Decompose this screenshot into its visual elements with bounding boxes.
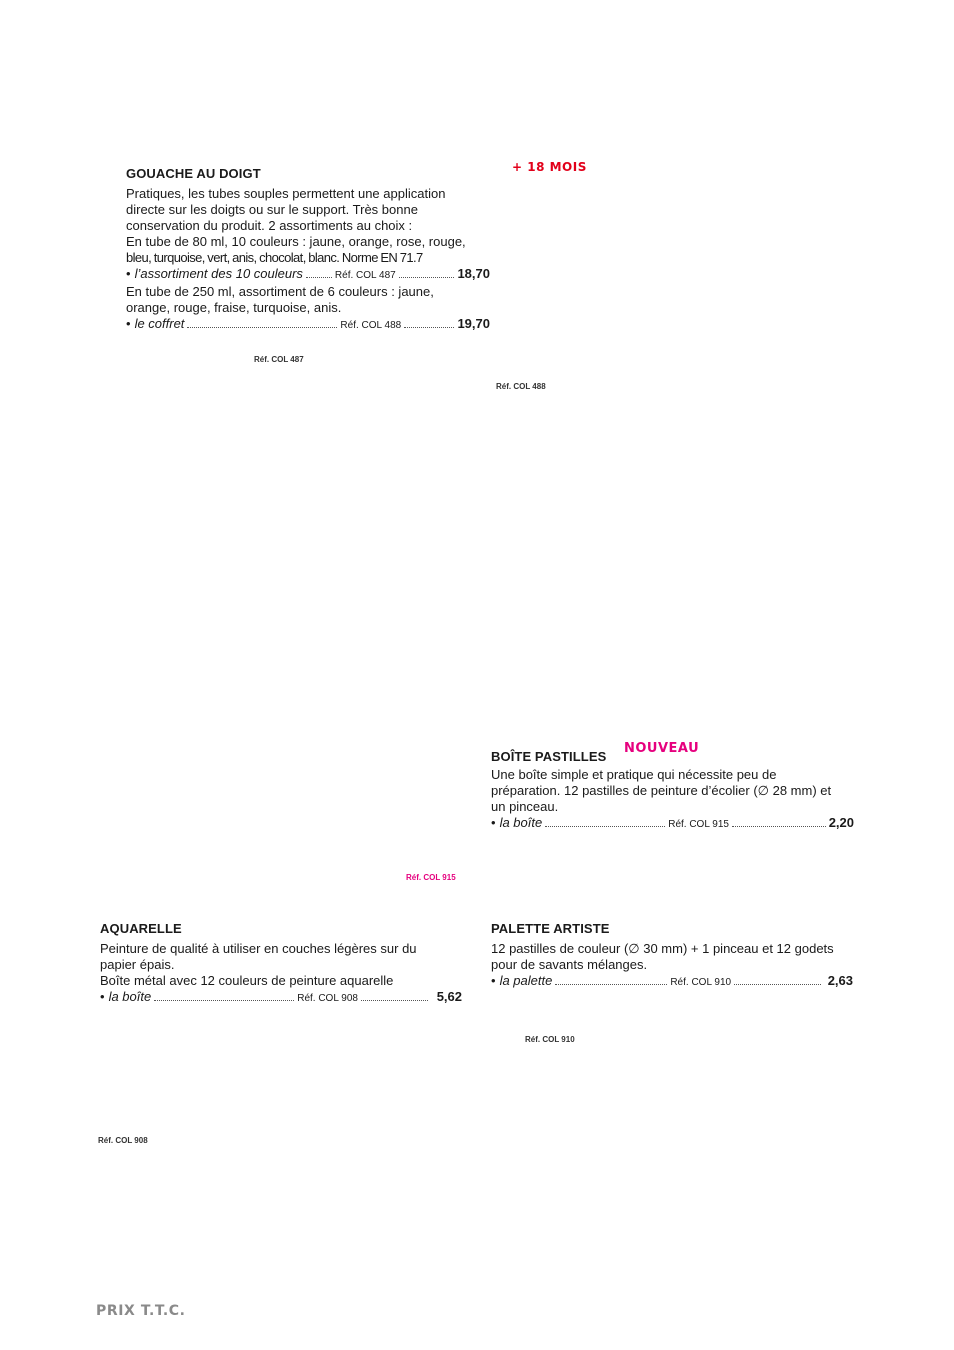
aquarelle-item-ref: Réf. COL 908 — [297, 993, 358, 1004]
gouache-item1-ref: Réf. COL 487 — [334, 270, 396, 281]
gouache-line-2: directe sur les doigts ou sur le support. Très bonne — [126, 202, 418, 217]
gouache-line-6: En tube de 250 ml, assortiment de 6 couleurs : jaune, — [126, 284, 434, 299]
aquarelle-line-1: Peinture de qualité à utiliser en couches légères sur du — [100, 941, 417, 956]
palette-item-price: 2,63 — [827, 973, 853, 988]
aquarelle-title: AQUARELLE — [100, 921, 182, 936]
leader-dots — [404, 327, 454, 328]
gouache-price-line-2: • le coffret Réf. COL 488 19,70 — [126, 316, 490, 334]
gouache-line-5: bleu, turquoise, vert, anis, chocolat, blanc. Norme EN 71.7 — [126, 250, 423, 265]
aquarelle-item-label: la boîte — [108, 989, 152, 1004]
gouache-section — [126, 166, 490, 334]
pastilles-item-ref: Réf. COL 915 — [668, 819, 729, 830]
leader-dots — [399, 277, 455, 278]
pastilles-description — [491, 767, 854, 833]
pastilles-line-2: préparation. 12 pastilles de peinture d’écolier (∅ 28 mm) et — [491, 783, 832, 798]
gouache-description — [126, 186, 490, 334]
gouache-item1-label: l’assortiment des 10 couleurs — [134, 266, 303, 281]
palette-price-line: • la palette Réf. COL 910 2,63 — [491, 973, 853, 991]
pastilles-line-1: Une boîte simple et pratique qui nécessite peu de — [491, 767, 777, 782]
new-badge: NOUVEAU — [624, 741, 700, 756]
pastilles-line-3: un pinceau. — [491, 799, 559, 814]
aquarelle-description — [100, 941, 462, 1007]
leader-dots — [555, 984, 667, 985]
gouache-item2-price: 19,70 — [457, 316, 490, 331]
leader-dots — [734, 984, 821, 985]
palette-section — [491, 921, 853, 991]
gouache-title: GOUACHE AU DOIGT — [126, 166, 261, 181]
palette-line-1: 12 pastilles de couleur (∅ 30 mm) + 1 pinceau et 12 godets — [491, 941, 834, 956]
pastilles-title: BOÎTE PASTILLES — [491, 749, 607, 764]
price-footer: PRIX T.T.C. — [96, 1303, 186, 1319]
gouache-item1-price: 18,70 — [457, 266, 490, 281]
gouache-item2-ref: Réf. COL 488 — [340, 320, 402, 331]
palette-item-ref: Réf. COL 910 — [670, 977, 732, 988]
caption-col-487: Réf. COL 487 — [254, 355, 304, 364]
aquarelle-line-3: Boîte métal avec 12 couleurs de peinture aquarelle — [100, 973, 394, 988]
gouache-line-1: Pratiques, les tubes souples permettent une application — [126, 186, 446, 201]
pastilles-item-price: 2,20 — [828, 815, 854, 830]
aquarelle-item-price: 5,62 — [436, 989, 462, 1004]
leader-dots — [732, 826, 826, 827]
caption-col-488: Réf. COL 488 — [496, 382, 546, 391]
leader-dots — [187, 327, 337, 328]
leader-dots — [361, 1000, 428, 1001]
leader-dots — [154, 1000, 294, 1001]
aquarelle-line-2: papier épais. — [100, 957, 175, 972]
caption-col-908: Réf. COL 908 — [98, 1136, 148, 1145]
gouache-price-line-1: • l’assortiment des 10 couleurs Réf. COL 487 18,70 — [126, 266, 490, 284]
age-badge: + 18 MOIS — [512, 160, 587, 174]
palette-line-2: pour de savants mélanges. — [491, 957, 648, 972]
gouache-line-4: En tube de 80 ml, 10 couleurs : jaune, orange, rose, rouge, — [126, 234, 466, 249]
aquarelle-section — [100, 921, 462, 1007]
leader-dots — [545, 826, 665, 827]
palette-item-label: la palette — [499, 973, 553, 988]
gouache-line-7: orange, rouge, fraise, turquoise, anis. — [126, 300, 342, 315]
aquarelle-price-line: • la boîte Réf. COL 908 5,62 — [100, 989, 462, 1007]
gouache-line-3: conservation du produit. 2 assortiments au choix : — [126, 218, 413, 233]
caption-col-915: Réf. COL 915 — [406, 873, 456, 882]
pastilles-section — [491, 749, 854, 833]
pastilles-item-label: la boîte — [499, 815, 543, 830]
leader-dots — [306, 277, 332, 278]
palette-title: PALETTE ARTISTE — [491, 921, 610, 936]
caption-col-910: Réf. COL 910 — [525, 1035, 575, 1044]
palette-description — [491, 941, 853, 991]
pastilles-price-line: • la boîte Réf. COL 915 2,20 — [491, 815, 854, 833]
gouache-item2-label: le coffret — [134, 316, 185, 331]
